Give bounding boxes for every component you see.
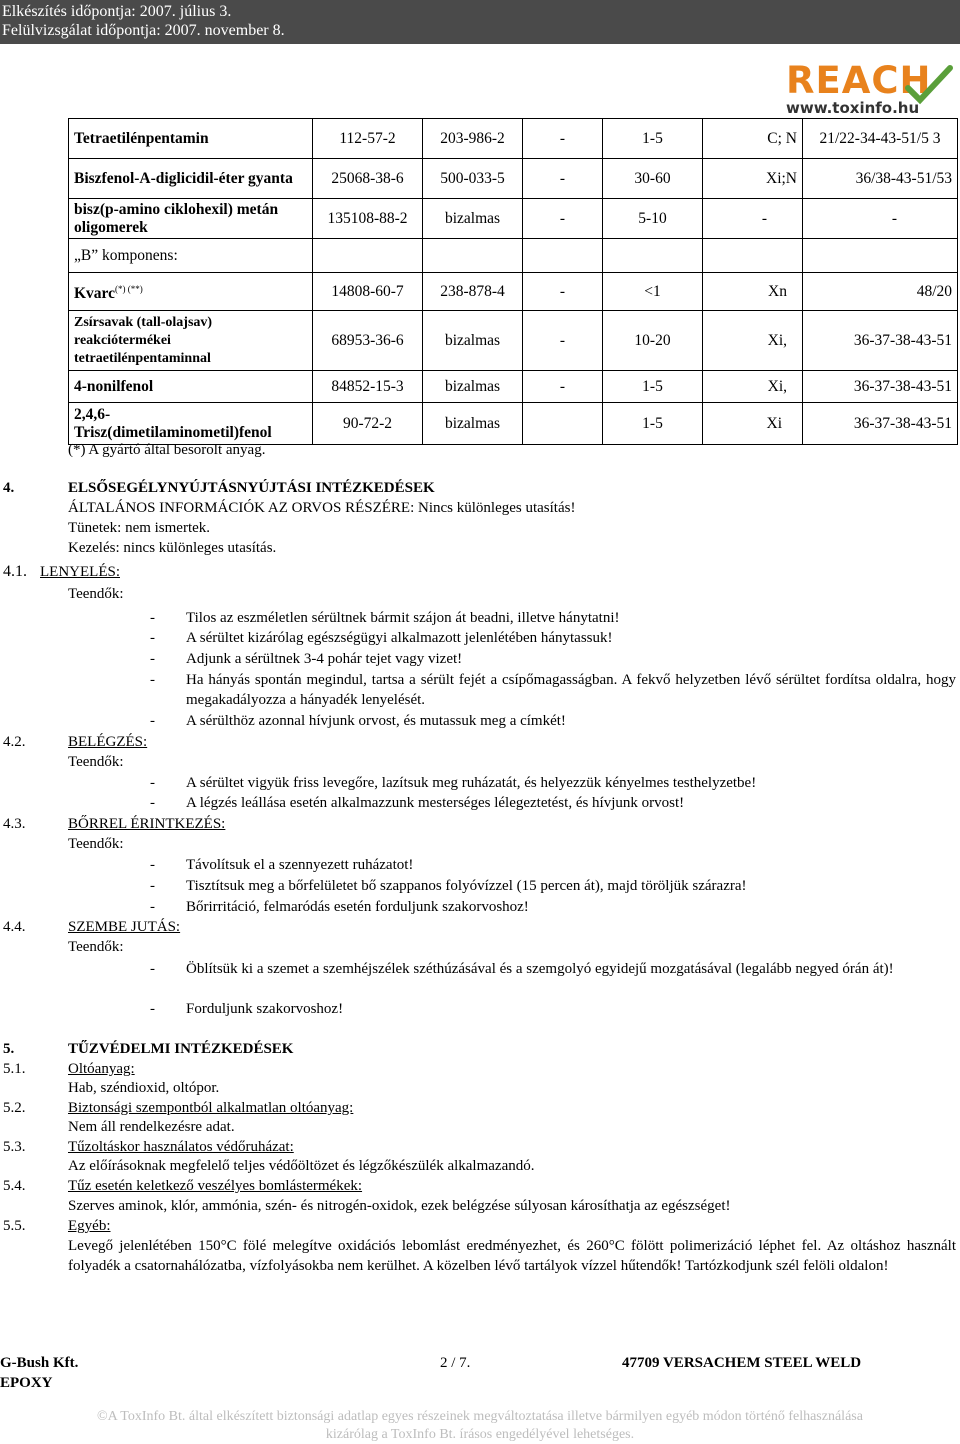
composition-table: [68, 118, 958, 445]
section-number: 4.: [3, 480, 15, 496]
cell-cas: 68953-36-6: [313, 311, 423, 371]
treatment: Kezelés: nincs különleges utasítás.: [68, 540, 277, 556]
cell-symbol: Xi,: [703, 371, 803, 403]
cell-r-phrases: 48/20: [803, 273, 958, 311]
subsection-number: 5.4.: [3, 1178, 26, 1194]
cell-cas: 14808-60-7: [313, 273, 423, 311]
reach-logo: [786, 59, 956, 122]
list-item: Ha hányás spontán megindul, tartsa a sérült fejét a csípőmagasságban. A fekvő helyzetben lévő sérültet fordítsa oldalra, hogy megakadályozza a hányadék lenyelését.: [186, 672, 956, 708]
copyright-notice: [0, 1408, 960, 1444]
cell-cas: 135108-88-2: [313, 199, 423, 239]
list-item: Tilos az eszméletlen sérültnek bármit szájon át beadni, illetve hánytatni!: [186, 610, 620, 626]
cell-cas: 90-72-2: [313, 403, 423, 445]
subsection-title: Tűzoltáskor használatos védőruházat:: [68, 1139, 294, 1155]
footer-company: G-Bush Kft.: [0, 1355, 79, 1371]
table-row: [69, 371, 958, 403]
subsection-number: 4.2.: [3, 734, 26, 750]
subsection-title: SZEMBE JUTÁS:: [68, 919, 181, 935]
cell-symbol: Xi: [703, 403, 803, 445]
subsection-text: Szerves aminok, klór, ammónia, szén- és nitrogén-oxidok, ezek belégzése súlyosan károsíthatja az egészséget!: [68, 1198, 731, 1214]
cell-symbol: -: [703, 199, 803, 239]
subsection-title: BELÉGZÉS:: [68, 734, 148, 750]
subsection-title: Egyéb:: [68, 1218, 111, 1234]
general-info: ÁLTALÁNOS INFORMÁCIÓK AZ ORVOS RÉSZÉRE: Nincs különleges utasítás!: [68, 500, 576, 516]
subsection-title: LENYELÉS:: [40, 564, 120, 580]
list-item: A sérülthöz azonnal hívjunk orvost, és mutassuk meg a címkét!: [186, 713, 566, 729]
cell-percent: 1-5: [603, 119, 703, 159]
subsection-number: 5.2.: [3, 1100, 26, 1116]
cell-index: -: [523, 311, 603, 371]
list-item: Öblítsük ki a szemet a szemhéjszélek széthúzásával és a szemgolyó egyidejű mozgatásával (legalább negyed órán át)!: [186, 961, 894, 977]
subsection-title: BŐRREL ÉRINTKEZÉS:: [68, 816, 226, 832]
copyright-line: ©A ToxInfo Bt. által elkészített biztonsági adatlap egyes részeinek megváltoztatása illetve bármilyen egyéb módon történő felhasználása: [97, 1409, 863, 1424]
symptoms: Tünetek: nem ismertek.: [68, 520, 211, 536]
cell-percent: <1: [603, 273, 703, 311]
section-title: TŰZVÉDELMI INTÉZKEDÉSEK: [68, 1041, 294, 1057]
subsection-number: 4.4.: [3, 919, 26, 935]
subsection-number: 4.1.: [3, 563, 27, 580]
cell-symbol: Xi;N: [703, 159, 803, 199]
table-row: [69, 311, 958, 371]
cell-ec: bizalmas: [423, 199, 523, 239]
copyright-line: kizárólag a ToxInfo Bt. írásos engedélyével lehetséges.: [325, 1427, 635, 1442]
list-item: Bőrirritáció, felmaródás esetén forduljunk szakorvoshoz!: [186, 899, 529, 915]
subsection-text: Hab, széndioxid, oltópor.: [68, 1080, 220, 1096]
actions-label: Teendők:: [68, 586, 124, 602]
subsection-title: Biztonsági szempontból alkalmatlan oltóanyag:: [68, 1100, 354, 1116]
list-item: A sérültet vigyük friss levegőre, lazítsuk meg ruházatát, és helyezzük kényelmes testhelyzetbe!: [186, 775, 757, 791]
cell-ec: 203-986-2: [423, 119, 523, 159]
table-footnote: (*) A gyártó által besorolt anyag.: [68, 442, 266, 458]
table-row: [69, 159, 958, 199]
cell-name: Tetraetilénpentamin: [69, 119, 313, 159]
cell-name: 2,4,6-Trisz(dimetilaminometil)fenol: [69, 403, 313, 445]
subsection-text: Nem áll rendelkezésre adat.: [68, 1119, 235, 1135]
cell-cas: 112-57-2: [313, 119, 423, 159]
cell-r-phrases: 36/38-43-51/53: [803, 159, 958, 199]
cell-name: „B” komponens:: [69, 239, 313, 273]
cell-symbol: C; N: [703, 119, 803, 159]
cell-symbol: Xn: [703, 273, 803, 311]
subsection-number: 5.3.: [3, 1139, 26, 1155]
cell-cas: 84852-15-3: [313, 371, 423, 403]
cell-ec: 238-878-4: [423, 273, 523, 311]
subsection-text: Levegő jelenlétében 150°C fölé melegítve oxidációs lebomlást eredményezhet, és 260°C fölött polimerizáció léphet fel. Az oltáshoz használt folyadék a csatornahálózatba, vízfolyásokba nem kerülhet. A közelben lévő tartályok vízzel hűtendők! Tartózkodjunk szél felöli oldalon!: [68, 1238, 956, 1274]
cell-percent: 30-60: [603, 159, 703, 199]
footer-product: 47709 VERSACHEM STEEL WELD: [622, 1355, 862, 1371]
revised-date: Felülvizsgálat időpontja: 2007. november 8.: [2, 22, 285, 39]
cell-r-phrases: 36-37-38-43-51: [803, 371, 958, 403]
footer-product-line2: EPOXY: [0, 1375, 53, 1391]
cell-index: -: [523, 273, 603, 311]
cell-symbol: Xi,: [703, 311, 803, 371]
cell-r-phrases: 21/22-34-43-51/5 3: [803, 119, 958, 159]
created-date: Elkészítés időpontja: 2007. július 3.: [2, 3, 232, 20]
cell-ec: bizalmas: [423, 311, 523, 371]
table-row: [69, 119, 958, 159]
actions-label: Teendők:: [68, 939, 124, 955]
table-row: [69, 273, 958, 311]
cell-name: 4-nonilfenol: [69, 371, 313, 403]
cell-name: bisz(p-amino ciklohexil) metán oligomerek: [69, 199, 313, 239]
cell-r-phrases: -: [803, 199, 958, 239]
list-item: Adjunk a sérültnek 3-4 pohár tejet vagy vizet!: [186, 651, 463, 667]
subsection-title: Oltóanyag:: [68, 1061, 135, 1077]
list-item: Távolítsuk el a szennyezett ruházatot!: [186, 857, 414, 873]
cell-index: -: [523, 371, 603, 403]
list-item: A sérültet kizárólag egészségügyi alkalmazott jelenlétében hánytassuk!: [186, 630, 613, 646]
list-item: Tisztítsuk meg a bőrfelületet bő szappanos folyóvízzel (15 percen át), majd töröljük szárazra!: [186, 878, 747, 894]
page-number: 2 / 7.: [440, 1355, 471, 1371]
cell-name: Zsírsavak (tall-olajsav) reakciótermékei tetraetilénpentaminnal: [69, 311, 313, 371]
cell-index: -: [523, 119, 603, 159]
table-row: [69, 199, 958, 239]
logo-url: www.toxinfo.hu: [786, 99, 920, 117]
checkmark-icon: [904, 64, 954, 108]
cell-index: -: [523, 199, 603, 239]
section-title: ELSŐSEGÉLYNYÚJTÁSNYÚJTÁSI INTÉZKEDÉSEK: [68, 480, 435, 496]
actions-label: Teendők:: [68, 836, 124, 852]
cell-ec: bizalmas: [423, 371, 523, 403]
cell-r-phrases: 36-37-38-43-51: [803, 403, 958, 445]
logo-brand: REACH: [786, 59, 932, 102]
list-item: Forduljunk szakorvoshoz!: [186, 1001, 344, 1017]
cell-index: -: [523, 159, 603, 199]
cell-name: Biszfenol-A-diglicidil-éter gyanta: [69, 159, 313, 199]
subsection-number: 5.5.: [3, 1218, 26, 1234]
section-number: 5.: [3, 1041, 15, 1057]
table-row: [69, 239, 958, 273]
cell-percent: 10-20: [603, 311, 703, 371]
cell-ec: 500-033-5: [423, 159, 523, 199]
cell-ec: bizalmas: [423, 403, 523, 445]
cell-percent: 1-5: [603, 403, 703, 445]
actions-label: Teendők:: [68, 754, 124, 770]
cell-percent: 1-5: [603, 371, 703, 403]
subsection-title: Tűz esetén keletkező veszélyes bomlástermékek:: [68, 1178, 363, 1194]
cell-name: Kvarc(*) (**): [69, 273, 313, 311]
subsection-text: Az előírásoknak megfelelő teljes védőöltözet és légzőkészülék alkalmazandó.: [68, 1158, 535, 1174]
cell-index: [523, 403, 603, 445]
cell-cas: 25068-38-6: [313, 159, 423, 199]
table-row: [69, 403, 958, 445]
cell-r-phrases: 36-37-38-43-51: [803, 311, 958, 371]
document-header: [0, 0, 960, 44]
subsection-number: 4.3.: [3, 816, 26, 832]
list-item: A légzés leállása esetén alkalmazzunk mesterséges lélegeztetést, és hívjunk orvost!: [186, 795, 685, 811]
cell-percent: 5-10: [603, 199, 703, 239]
subsection-number: 5.1.: [3, 1061, 26, 1077]
